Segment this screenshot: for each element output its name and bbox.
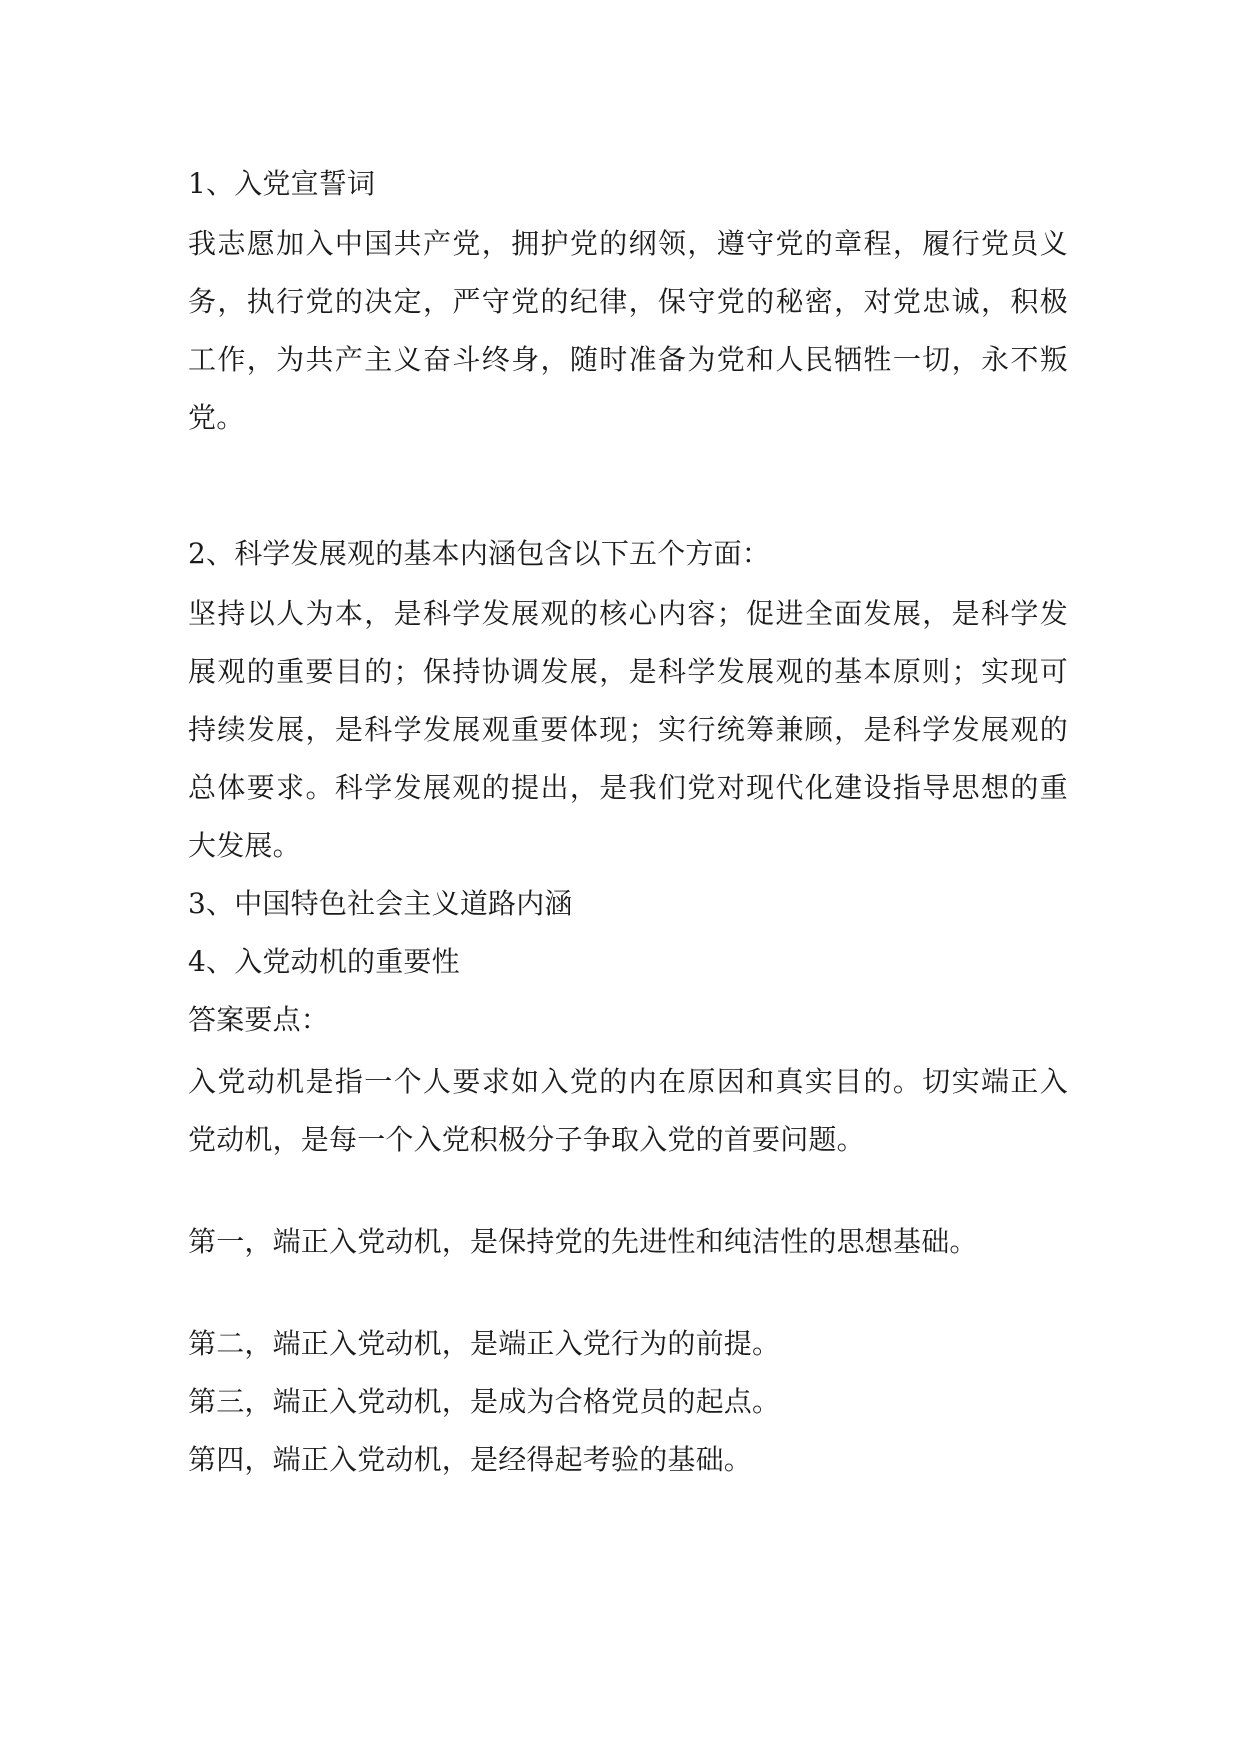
section3-heading: 3、中国特色社会主义道路内涵 xyxy=(188,887,573,920)
section2-heading: 2、科学发展观的基本内涵包含以下五个方面： xyxy=(188,537,771,570)
section4-point-2: 第二，端正入党动机，是端正入党行为的前提。 xyxy=(188,1327,781,1360)
section4-line-2: 党动机，是每一个入党积极分子争取入党的首要问题。 xyxy=(188,1123,865,1156)
section2-line-1: 坚持以人为本，是科学发展观的核心内容；促进全面发展，是科学发 xyxy=(188,597,1068,630)
section4-point-1: 第一，端正入党动机，是保持党的先进性和纯洁性的思想基础。 xyxy=(188,1225,978,1258)
section1-line-1: 我志愿加入中国共产党，拥护党的纲领，遵守党的章程，履行党员义 xyxy=(188,227,1068,260)
section4-point-4: 第四，端正入党动机，是经得起考验的基础。 xyxy=(188,1443,753,1476)
section4-heading: 4、入党动机的重要性 xyxy=(188,945,460,978)
section1-line-2: 务，执行党的决定，严守党的纪律，保守党的秘密，对党忠诚，积极 xyxy=(188,285,1068,318)
section4-answer-label: 答案要点： xyxy=(188,1003,330,1036)
section2-line-4: 总体要求。科学发展观的提出，是我们党对现代化建设指导思想的重 xyxy=(188,771,1068,804)
section2-line-3: 持续发展，是科学发展观重要体现；实行统筹兼顾，是科学发展观的 xyxy=(188,713,1068,746)
section1-line-4: 党。 xyxy=(188,401,245,434)
section1-heading: 1、入党宣誓词 xyxy=(188,167,376,200)
section4-line-1: 入党动机是指一个人要求如入党的内在原因和真实目的。切实端正入 xyxy=(188,1065,1068,1098)
section2-line-5: 大发展。 xyxy=(188,829,301,862)
section1-line-3: 工作，为共产主义奋斗终身，随时准备为党和人民牺牲一切，永不叛 xyxy=(188,343,1068,376)
section2-line-2: 展观的重要目的；保持协调发展，是科学发展观的基本原则；实现可 xyxy=(188,655,1068,688)
section4-point-3: 第三，端正入党动机，是成为合格党员的起点。 xyxy=(188,1385,781,1418)
